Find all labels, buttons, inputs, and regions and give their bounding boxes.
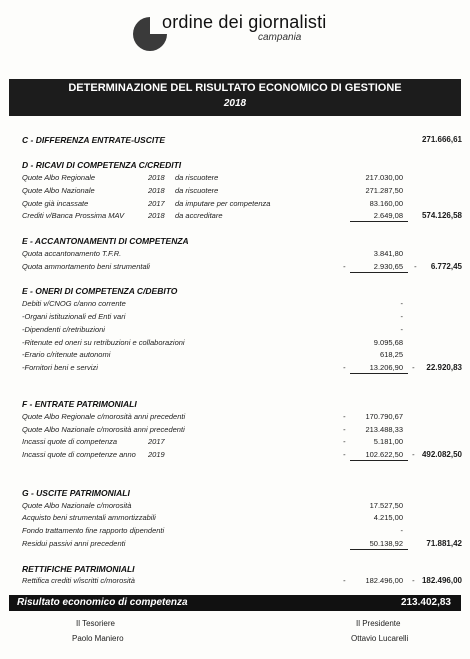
table-row-amount: 50.138,92: [369, 539, 403, 548]
section-r-total-sign: -: [412, 576, 415, 585]
president-role: Il Presidente: [356, 619, 401, 628]
section-f-label: F - ENTRATE PATRIMONIALI: [22, 399, 137, 409]
section-e-label: E - ACCANTONAMENTI DI COMPETENZA: [22, 236, 189, 246]
section-g-label: G - USCITE PATRIMONIALI: [22, 488, 130, 498]
table-row-desc: -Erario c/ritenute autonomi: [22, 350, 111, 359]
section-d-total: 574.126,58: [421, 211, 462, 220]
table-row-year: 2017: [148, 437, 165, 446]
table-row-sign: -: [343, 437, 346, 446]
treasurer-role: Il Tesoriere: [76, 619, 115, 628]
table-row-desc: -Dipendenti c/retribuzioni: [22, 325, 105, 334]
table-row-year: 2018: [148, 173, 165, 182]
table-row-sign: -: [343, 262, 346, 271]
table-row-desc: Quote Albo Nazionale c/morosità anni precedenti: [22, 425, 185, 434]
result-label: Risultato economico di competenza: [17, 597, 188, 608]
header-bar: [9, 79, 461, 116]
result-bar: [9, 595, 461, 611]
table-row-year: 2019: [148, 450, 165, 459]
table-row-amount: -: [400, 526, 403, 535]
table-row-desc: Quote Albo Nazionale: [22, 186, 95, 195]
section-c-label: C - DIFFERENZA ENTRATE-USCITE: [22, 135, 166, 145]
section-e2-total-sign: -: [412, 363, 415, 372]
table-row-amount: 217.030,00: [365, 173, 403, 182]
table-row-amount: 271.287,50: [365, 186, 403, 195]
section-f-total-sign: -: [412, 450, 415, 459]
subtotal-underline: [350, 549, 408, 550]
table-row-sign: -: [343, 412, 346, 421]
table-row-desc: Residui passivi anni precedenti: [22, 539, 126, 548]
table-row-amount: 170.790,67: [365, 412, 403, 421]
table-row-amount: 618,25: [380, 350, 403, 359]
page-year: 2018: [223, 98, 247, 109]
table-row-desc: Quote già incassate: [22, 199, 89, 208]
table-row-amount: 3.841,80: [373, 249, 403, 258]
table-row-amount: 9.095,68: [373, 338, 403, 347]
table-row-sign: -: [343, 450, 346, 459]
table-row-desc: -Organi istituzionali ed Enti vari: [22, 312, 126, 321]
section-r-label: RETTIFICHE PATRIMONIALI: [22, 564, 135, 574]
section-c-total: 271.666,61: [421, 135, 462, 144]
table-row-amount: -: [400, 299, 403, 308]
table-row-sign: -: [343, 363, 346, 372]
table-row-desc: Quota accantonamento T.F.R.: [22, 249, 122, 258]
table-row-year: 2017: [148, 199, 165, 208]
table-row-desc: Rettifica crediti v/iscritti c/morosità: [22, 576, 135, 585]
section-r-total: 182.496,00: [421, 576, 462, 585]
table-row-amount: 102.622,50: [365, 450, 403, 459]
table-row-desc: -Fornitori beni e servizi: [22, 363, 98, 372]
section-e2-total: 22.920,83: [426, 363, 462, 372]
section-e2-label: E - ONERI DI COMPETENZA C/DEBITO: [22, 286, 178, 296]
table-row-amount: 2.649,08: [373, 211, 403, 220]
page-title: DETERMINAZIONE DEL RISULTATO ECONOMICO DI GESTIONE: [68, 82, 402, 94]
table-row-note: da accreditare: [175, 211, 223, 220]
logo-subtitle: campania: [258, 32, 302, 43]
table-row-amount: -: [400, 325, 403, 334]
table-row-amount: 182.496,00: [365, 576, 403, 585]
table-row-amount: 2.930,65: [373, 262, 403, 271]
table-row-amount: 83.160,00: [369, 199, 403, 208]
table-row-amount: 17.527,50: [369, 501, 403, 510]
table-row-sign: -: [343, 425, 346, 434]
subtotal-underline: [350, 373, 408, 374]
result-value: 213.402,83: [400, 597, 451, 608]
section-d-label: D - RICAVI DI COMPETENZA C/CREDITI: [22, 160, 182, 170]
section-e-total-sign: -: [414, 262, 417, 271]
table-row-note: da imputare per competenza: [175, 199, 271, 208]
table-row-year: 2018: [148, 186, 165, 195]
section-g-total: 71.881,42: [426, 539, 462, 548]
table-row-note: da riscuotere: [175, 186, 219, 195]
table-row-amount: 5.181,00: [373, 437, 403, 446]
table-row-desc: Quote Albo Regionale: [22, 173, 96, 182]
table-row-amount: 213.488,33: [365, 425, 403, 434]
table-row-desc: -Ritenute ed oneri su retribuzioni e collaborazioni: [22, 338, 185, 347]
president-name: Ottavio Lucarelli: [351, 634, 409, 643]
table-row-desc: Crediti v/Banca Prossima MAV: [22, 211, 125, 220]
table-row-desc: Quote Albo Nazionale c/morosità: [22, 501, 132, 510]
logo-title: ordine dei giornalisti: [162, 12, 327, 32]
table-row-sign: -: [343, 576, 346, 585]
section-e-total: 6.772,45: [430, 262, 462, 271]
table-row-desc: Incassi quote di competenze anno: [22, 450, 136, 459]
treasurer-name: Paolo Maniero: [72, 634, 124, 643]
table-row-amount: 13.206,90: [369, 363, 403, 372]
section-f-total: 492.082,50: [421, 450, 462, 459]
subtotal-underline: [350, 460, 408, 461]
table-row-year: 2018: [148, 211, 165, 220]
table-row-desc: Fondo trattamento fine rapporto dipendenti: [22, 526, 165, 535]
table-row-note: da riscuotere: [175, 173, 219, 182]
table-row-amount: 4.215,00: [373, 513, 403, 522]
table-row-desc: Acquisto beni strumentali ammortizzabili: [22, 513, 156, 522]
subtotal-underline: [350, 272, 408, 273]
table-row-desc: Debiti v/CNOG c/anno corrente: [22, 299, 126, 308]
table-row-amount: -: [400, 312, 403, 321]
table-row-desc: Incassi quote di competenza: [22, 437, 118, 446]
subtotal-underline: [350, 221, 408, 222]
table-row-desc: Quote Albo Regionale c/morosità anni precedenti: [22, 412, 186, 421]
table-row-desc: Quota ammortamento beni strumentali: [22, 262, 150, 271]
